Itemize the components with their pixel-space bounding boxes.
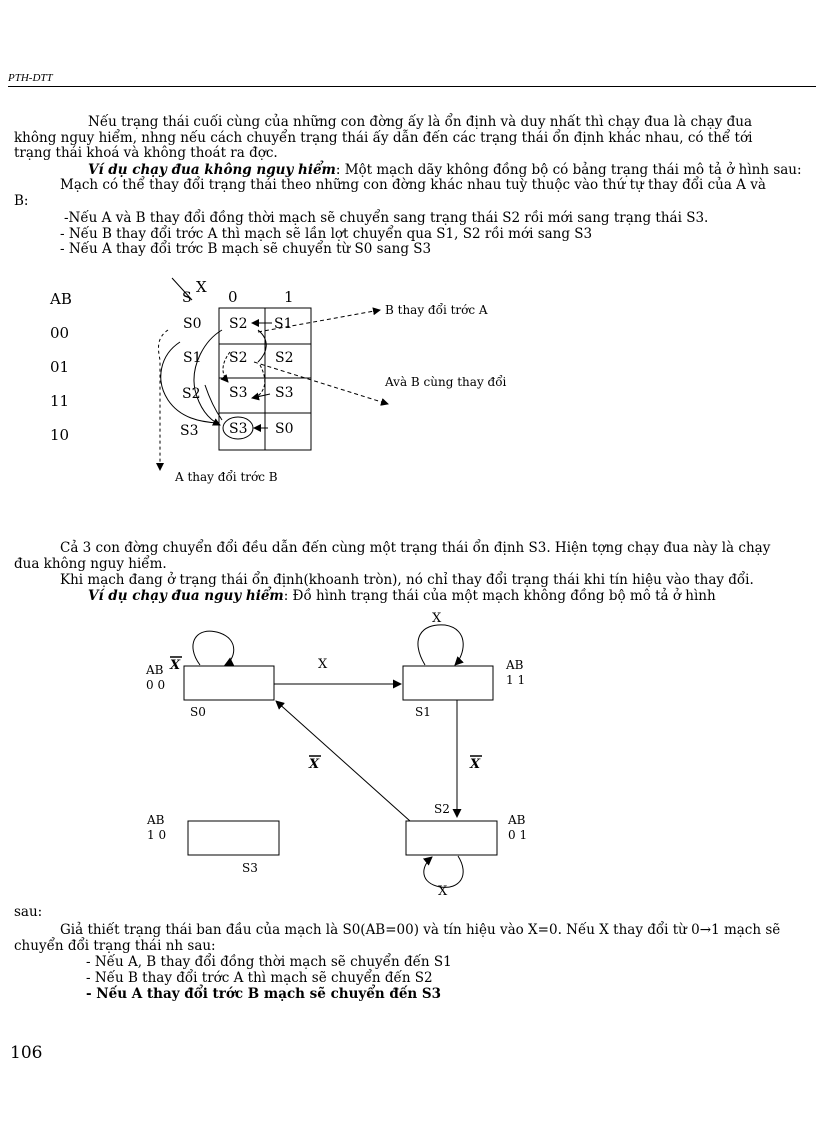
intro-line-3: trạng thái khoá và không thoát ra đợc.: [14, 145, 278, 161]
state-s2-box: [406, 821, 497, 855]
state-table-figure: [0, 270, 560, 490]
edge-s1-s2-label: X: [470, 757, 481, 772]
loop-s0-xbar: X: [170, 658, 181, 673]
ab-value-2: 11: [50, 392, 70, 410]
loop-s1-x: X: [432, 611, 442, 626]
intro-line-2: không nguy hiểm, nhng nếu cách chuyển trạng thái ấy dẫn đến các trạng thái ổn định khác nhau, có thể tới: [14, 130, 753, 146]
row-state-2: S2: [182, 386, 201, 402]
example-1-bullet-2: - Nếu B thay đổi trớc A thì mạch sẽ lần lợt chuyển qua S1, S2 rồi mới sang S3: [60, 226, 593, 242]
state-s3-ab: AB: [147, 813, 165, 827]
cell-s1-0: S2: [229, 350, 248, 366]
state-s2-ab: AB: [508, 813, 526, 827]
ab-value-0: 00: [50, 324, 70, 342]
state-s0-ab: AB: [146, 663, 164, 677]
example-1-bullet-3: - Nếu A thay đổi trớc B mạch sẽ chuyển từ S0 sang S3: [60, 241, 432, 257]
state-s1-box: [403, 666, 493, 700]
state-s0-label: S0: [190, 705, 206, 719]
dashed-a-first-pointer: [158, 330, 168, 470]
cell-s0-0: S2: [229, 316, 248, 332]
outro-line-1: [60, 923, 780, 938]
edge-s0-s1-label: X: [318, 657, 328, 672]
state-s2-label: S2: [434, 802, 450, 816]
ab-value-3: 10: [50, 426, 70, 444]
note-b-first: B thay đổi trớc A: [385, 303, 488, 317]
edge-s2-s0-label: X: [309, 757, 320, 772]
loop-s2-x: X: [438, 884, 448, 899]
outro-bullet-1: - Nếu A, B thay đổi đồng thời mạch sẽ chuyển đến S1: [86, 954, 452, 970]
example-2-title: Ví dụ chạy đua nguy hiểm: [88, 588, 284, 604]
loop-s2: [424, 856, 463, 887]
s-header: S: [182, 290, 192, 306]
cell-s2-1: S3: [275, 385, 294, 401]
state-s0-code: 0 0: [146, 678, 166, 692]
example-1-line-3: B:: [14, 193, 29, 209]
cell-s0-1: S1: [274, 316, 293, 332]
curve-s0-to-s3: [194, 330, 222, 425]
col-0-header: 0: [228, 288, 238, 306]
state-s1-code: 1 1: [506, 673, 526, 687]
note-both: Avà B cùng thay đổi: [385, 375, 507, 389]
outro-line-1-text: Giả thiết trạng thái ban đầu của mạch là S0(AB=00) và tín hiệu vào X=0. Nếu X thay đổi từ 0: [60, 922, 700, 938]
state-s1-ab: AB: [506, 658, 524, 672]
cell-s1-1: S2: [275, 350, 294, 366]
row-state-3: S3: [180, 423, 199, 439]
state-s2-code: 0 1: [508, 828, 528, 842]
example-1-bullet-1: -Nếu A và B thay đổi đồng thời mạch sẽ chuyển sang trạng thái S2 rồi mới sang trạng thái S3.: [64, 210, 709, 226]
mid-line-2: đua không nguy hiểm.: [14, 556, 167, 572]
state-s3-box: [188, 821, 279, 855]
note-a-first: A thay đổi trớc B: [175, 470, 278, 484]
header-rule: [8, 86, 816, 87]
intro-line-1: Nếu trạng thái cuối cùng của những con đờng ấy là ổn định và duy nhất thì chạy đua là chạy đua: [88, 114, 753, 130]
row-state-0: S0: [183, 316, 202, 332]
state-s0-box: [184, 666, 274, 700]
cell-s2-0: S3: [229, 385, 248, 401]
example-2-heading: [88, 589, 716, 604]
state-s1-label: S1: [415, 705, 431, 719]
page-number: 106: [10, 1043, 43, 1063]
example-2-title-rest: : Đồ hình trạng thái của một mạch không đồng bộ mô tả ở hình: [283, 588, 716, 604]
outro-sau: sau:: [14, 904, 43, 920]
col-1-header: 1: [284, 288, 294, 306]
outro-line-1-end: 1 mạch sẽ: [711, 922, 781, 938]
loop-s0: [193, 631, 234, 665]
arrow-s3-to-s3: [252, 394, 270, 398]
ab-value-1: 01: [50, 358, 70, 376]
dashed-s2-to-s3-right: [258, 365, 265, 396]
loop-s1: [418, 625, 463, 665]
cell-s3-0: S3: [229, 421, 248, 437]
ab-header: AB: [50, 290, 72, 308]
mid-line-1: Cả 3 con đờng chuyển đổi đều dẫn đến cùng một trạng thái ổn định S3. Hiện tợng chạy đua này là chạy: [60, 540, 771, 556]
example-1-title: Ví dụ chạy đua không nguy hiểm: [88, 162, 336, 178]
mid-line-3: Khi mạch đang ở trạng thái ổn định(khoanh tròn), nó chỉ thay đổi trạng thái khi tín hiệu vào thay đổi.: [60, 572, 754, 588]
arrow-right-icon: →: [699, 922, 712, 938]
running-header: PTH-DTT: [8, 72, 53, 84]
example-1-line-2: Mạch có thể thay đổi trạng thái theo những con đờng khác nhau tuỳ thuộc vào thứ tự thay đổi của A và: [60, 177, 766, 193]
state-s3-code: 1 0: [147, 828, 167, 842]
state-diagram: [0, 605, 560, 900]
example-1-title-rest: : Một mạch dãy không đồng bộ có bảng trạng thái mô tả ở hình sau:: [335, 162, 802, 178]
edge-s2-s0: [276, 701, 410, 821]
outro-line-2: chuyển đổi trạng thái nh sau:: [14, 938, 216, 954]
cell-s3-1: S0: [275, 421, 294, 437]
outro-bullet-2: - Nếu B thay đổi trớc A thì mạch sẽ chuyển đến S2: [86, 970, 433, 986]
outro-bullet-3: - Nếu A thay đổi trớc B mạch sẽ chuyển đến S3: [86, 986, 442, 1002]
example-1-heading: [88, 163, 802, 178]
state-s3-label: S3: [242, 861, 258, 875]
x-header: X: [196, 278, 207, 296]
row-state-1: S1: [183, 350, 202, 366]
